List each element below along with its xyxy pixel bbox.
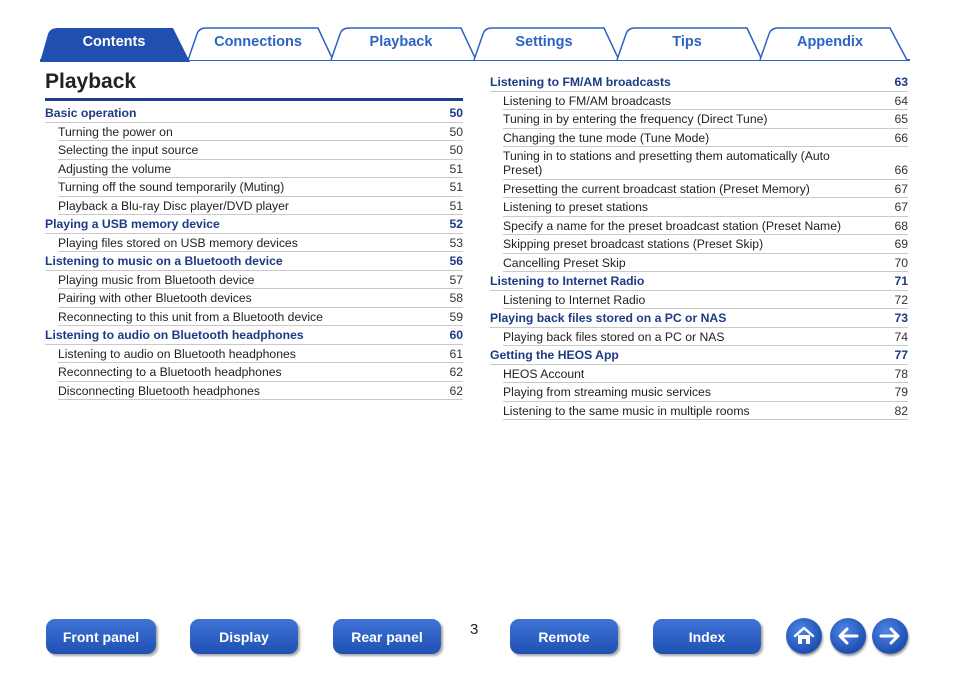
toc-entry-title: Listening to Internet Radio [503, 292, 646, 307]
remote-button[interactable]: Remote [510, 619, 618, 654]
toc-page-number: 62 [449, 365, 463, 379]
toc-item-row[interactable] [58, 123, 463, 142]
toc-page-number: 72 [894, 292, 908, 307]
toc-page-number: 79 [894, 385, 908, 399]
tab-appendix[interactable]: Appendix [796, 34, 864, 50]
toc-entry-title: Listening to music on a Bluetooth device [45, 254, 283, 268]
toc-section-row[interactable] [45, 326, 463, 345]
toc-page-number: 73 [894, 311, 908, 325]
back-button[interactable] [830, 618, 866, 654]
toc-page-number: 71 [894, 274, 908, 288]
toc-page-number: 66 [894, 163, 908, 177]
toc-section-row[interactable] [490, 346, 908, 365]
toc-entry-title: Selecting the input source [58, 143, 199, 157]
toc-page-number: 59 [449, 309, 463, 324]
toc-entry-title: Playing files stored on USB memory devices [58, 235, 298, 250]
toc-entry-title: Listening to audio on Bluetooth headphones [58, 346, 296, 361]
toc-item-row[interactable] [58, 382, 463, 401]
toc-entry-title: Listening to the same music in multiple rooms [503, 403, 750, 418]
toc-item-row[interactable] [503, 402, 908, 421]
toc-item-row[interactable] [503, 198, 908, 217]
toc-page-number: 62 [449, 383, 463, 398]
toc-item-row[interactable] [503, 235, 908, 254]
page-title: Playback [45, 70, 137, 93]
toc-item-row[interactable] [58, 234, 463, 253]
toc-entry-title: HEOS Account [503, 366, 585, 381]
toc-page-number: 60 [449, 328, 463, 342]
toc-left-column [45, 104, 463, 400]
toc-page-number: 63 [894, 75, 908, 89]
toc-entry-title: Skipping preset broadcast stations (Preset Skip) [503, 237, 764, 251]
toc-page-number: 82 [894, 403, 908, 418]
toc-item-row[interactable] [503, 147, 908, 180]
display-button[interactable]: Display [190, 619, 298, 654]
toc-entry-title: Listening to audio on Bluetooth headphones [45, 328, 304, 342]
toc-entry-title: Tuning in by entering the frequency (Direct Tune) [503, 112, 768, 126]
toc-page-number: 78 [894, 366, 908, 381]
toc-page-number: 57 [449, 272, 463, 287]
toc-page-number: 68 [894, 218, 908, 233]
toc-item-row[interactable] [58, 178, 463, 197]
toc-page-number: 53 [449, 235, 463, 250]
toc-entry-title: Getting the HEOS App [490, 348, 619, 362]
toc-section-row[interactable] [490, 73, 908, 92]
toc-section-row[interactable] [45, 215, 463, 234]
toc-right-column [490, 73, 908, 420]
toc-item-row[interactable] [503, 291, 908, 310]
toc-entry-title: Presetting the current broadcast station (Preset Memory) [503, 181, 810, 196]
toc-entry-title: Changing the tune mode (Tune Mode) [503, 130, 710, 145]
front-panel-button[interactable]: Front panel [46, 619, 156, 654]
toc-item-row[interactable] [503, 217, 908, 236]
rear-panel-button[interactable]: Rear panel [333, 619, 441, 654]
title-underline [45, 98, 463, 101]
toc-page-number: 69 [894, 237, 908, 251]
toc-entry-title: Reconnecting to a Bluetooth headphones [58, 365, 282, 379]
page-number: 3 [470, 621, 479, 638]
toc-page-number: 64 [894, 93, 908, 108]
toc-item-row[interactable] [503, 110, 908, 129]
toc-page-number: 50 [449, 106, 463, 120]
arrow-left-icon [835, 624, 861, 648]
toc-entry-title: Playing from streaming music services [503, 385, 711, 399]
forward-button[interactable] [872, 618, 908, 654]
toc-section-row[interactable] [45, 104, 463, 123]
arrow-right-icon [877, 624, 903, 648]
toc-section-row[interactable] [45, 252, 463, 271]
toc-item-row[interactable] [503, 254, 908, 273]
tab-bar-graphic [0, 0, 954, 64]
tab-settings[interactable]: Settings [515, 34, 573, 50]
toc-page-number: 67 [894, 200, 908, 214]
toc-entry-title: Basic operation [45, 106, 137, 120]
toc-page-number: 61 [449, 346, 463, 361]
toc-page-number: 70 [894, 255, 908, 270]
home-icon [792, 624, 816, 648]
tab-connections[interactable]: Connections [214, 34, 302, 50]
toc-item-row[interactable] [58, 141, 463, 160]
toc-entry-title: Turning off the sound temporarily (Muting) [58, 180, 285, 194]
tab-bar [0, 0, 954, 64]
toc-item-row[interactable] [503, 365, 908, 384]
toc-entry-title: Cancelling Preset Skip [503, 255, 626, 270]
toc-item-row[interactable] [503, 383, 908, 402]
toc-entry-title: Listening to FM/AM broadcasts [490, 75, 671, 89]
toc-entry-title: Disconnecting Bluetooth headphones [58, 383, 260, 398]
toc-page-number: 50 [449, 143, 463, 157]
toc-page-number: 51 [449, 161, 463, 176]
toc-item-row[interactable] [58, 289, 463, 308]
toc-item-row[interactable] [58, 345, 463, 364]
toc-item-row[interactable] [503, 129, 908, 148]
toc-entry-title: Listening to Internet Radio [490, 274, 645, 288]
toc-section-row[interactable] [490, 309, 908, 328]
toc-entry-title: Adjusting the volume [58, 161, 172, 176]
toc-page-number: 56 [449, 254, 463, 268]
toc-page-number: 51 [449, 198, 463, 213]
toc-item-row[interactable] [503, 328, 908, 347]
toc-entry-title: Playing music from Bluetooth device [58, 272, 255, 287]
toc-item-row[interactable] [58, 271, 463, 290]
tab-tips[interactable]: Tips [672, 34, 702, 50]
toc-page-number: 66 [894, 130, 908, 145]
toc-page-number: 58 [449, 291, 463, 305]
toc-entry-title: Specify a name for the preset broadcast station (Preset Name) [503, 218, 842, 233]
toc-entry-title: Playing back files stored on a PC or NAS [503, 329, 725, 344]
toc-page-number: 51 [449, 180, 463, 194]
toc-item-row[interactable] [503, 180, 908, 199]
toc-page-number: 67 [894, 181, 908, 196]
tab-playback[interactable]: Playback [369, 34, 433, 50]
toc-item-row[interactable] [503, 92, 908, 111]
toc-page-number: 77 [894, 348, 908, 362]
toc-entry-title: Listening to preset stations [503, 200, 648, 214]
toc-item-row[interactable] [58, 160, 463, 179]
toc-entry-title: Playing a USB memory device [45, 217, 220, 231]
home-button[interactable] [786, 618, 822, 654]
toc-item-row[interactable] [58, 308, 463, 327]
index-button[interactable]: Index [653, 619, 761, 654]
toc-entry-title: Pairing with other Bluetooth devices [58, 291, 252, 305]
toc-entry-title: Turning the power on [58, 124, 173, 139]
toc-entry-title: Playback a Blu-ray Disc player/DVD player [58, 198, 289, 213]
toc-section-row[interactable] [490, 272, 908, 291]
toc-page-number: 65 [894, 112, 908, 126]
toc-entry-title: Reconnecting to this unit from a Bluetooth device [58, 309, 323, 324]
toc-page-number: 52 [449, 217, 463, 231]
toc-page-number: 74 [894, 329, 908, 344]
tab-contents[interactable]: Contents [82, 34, 146, 50]
toc-entry-title: Tuning in to stations and presetting them automatically (Auto Preset) [503, 149, 830, 177]
toc-entry-title: Playing back files stored on a PC or NAS [490, 311, 727, 325]
toc-page-number: 50 [449, 124, 463, 139]
toc-item-row[interactable] [58, 363, 463, 382]
toc-entry-title: Listening to FM/AM broadcasts [503, 93, 671, 108]
toc-item-row[interactable] [58, 197, 463, 216]
